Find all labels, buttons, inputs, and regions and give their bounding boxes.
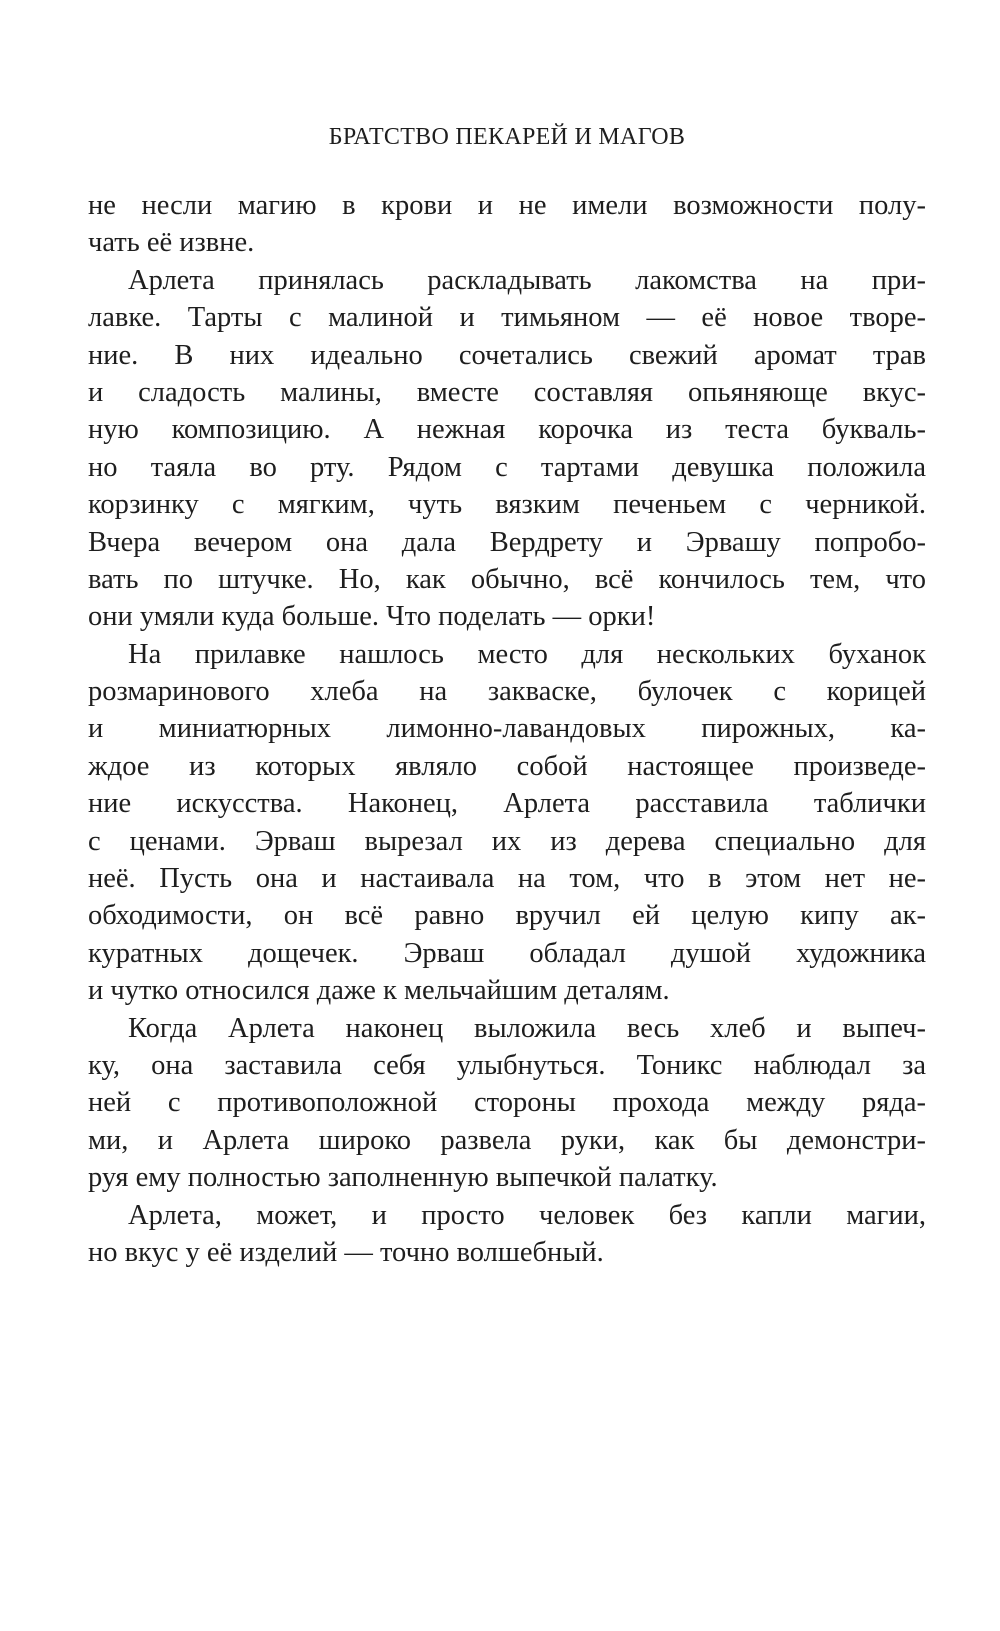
text-line: розмаринового хлеба на закваске, булочек с корицей bbox=[88, 676, 926, 708]
text-line: чать её извне. bbox=[88, 227, 255, 259]
text-line: Когда Арлета наконец выложила весь хлеб и выпеч- bbox=[128, 1012, 926, 1044]
text-line: но таяла во рту. Рядом с тартами девушка положила bbox=[88, 451, 926, 483]
text-line: корзинку с мягким, чуть вязким печеньем с черникой. bbox=[88, 489, 926, 521]
text-line: Арлета принялась раскладывать лакомства на при- bbox=[128, 264, 926, 296]
text-line: На прилавке нашлось место для нескольких буханок bbox=[128, 638, 926, 670]
text-line: ней с противоположной стороны прохода между ряда- bbox=[88, 1087, 926, 1119]
text-line: с ценами. Эрваш вырезал их из дерева специально для bbox=[88, 825, 926, 857]
text-line: и сладость малины, вместе составляя опьяняюще вкус- bbox=[88, 376, 926, 408]
text-line: ние искусства. Наконец, Арлета расставила таблички bbox=[88, 788, 926, 820]
text-line: лавке. Тарты с малиной и тимьяном — её новое творе- bbox=[88, 302, 926, 334]
text-line: не несли магию в крови и не имели возможности полу- bbox=[88, 190, 926, 221]
text-line: ную композицию. А нежная корочка из теста букваль- bbox=[88, 414, 926, 446]
text-line: но вкус у её изделий — точно волшебный. bbox=[88, 1236, 604, 1268]
text-line: ние. В них идеально сочетались свежий аромат трав bbox=[88, 339, 926, 371]
body-text bbox=[88, 187, 926, 1271]
running-head: БРАТСТВО ПЕКАРЕЙ И МАГОВ bbox=[328, 124, 686, 150]
text-line: ку, она заставила себя улыбнуться. Тоникс наблюдал за bbox=[88, 1049, 926, 1081]
text-line: руя ему полностью заполненную выпечкой палатку. bbox=[88, 1162, 718, 1194]
text-line: Вчера вечером она дала Вердрету и Эрвашу попробо- bbox=[88, 526, 926, 558]
text-line: Арлета, может, и просто человек без капли магии, bbox=[128, 1199, 926, 1231]
text-line: неё. Пусть она и настаивала на том, что в этом нет не- bbox=[88, 863, 926, 895]
text-line: обходимости, он всё равно вручил ей целую кипу ак- bbox=[88, 900, 926, 932]
text-line: вать по штучке. Но, как обычно, всё кончилось тем, что bbox=[88, 563, 926, 595]
text-line: и чутко относился даже к мельчайшим деталям. bbox=[88, 975, 670, 1007]
text-line: ждое из которых являло собой настоящее произведе- bbox=[88, 750, 926, 782]
text-line: куратных дощечек. Эрваш обладал душой художника bbox=[88, 937, 926, 969]
text-line: ми, и Арлета широко развела руки, как бы демонстри- bbox=[88, 1124, 926, 1156]
text-line: они умяли куда больше. Что поделать — орки! bbox=[88, 601, 656, 633]
text-line: и миниатюрных лимонно-лавандовых пирожных, ка- bbox=[88, 713, 926, 745]
